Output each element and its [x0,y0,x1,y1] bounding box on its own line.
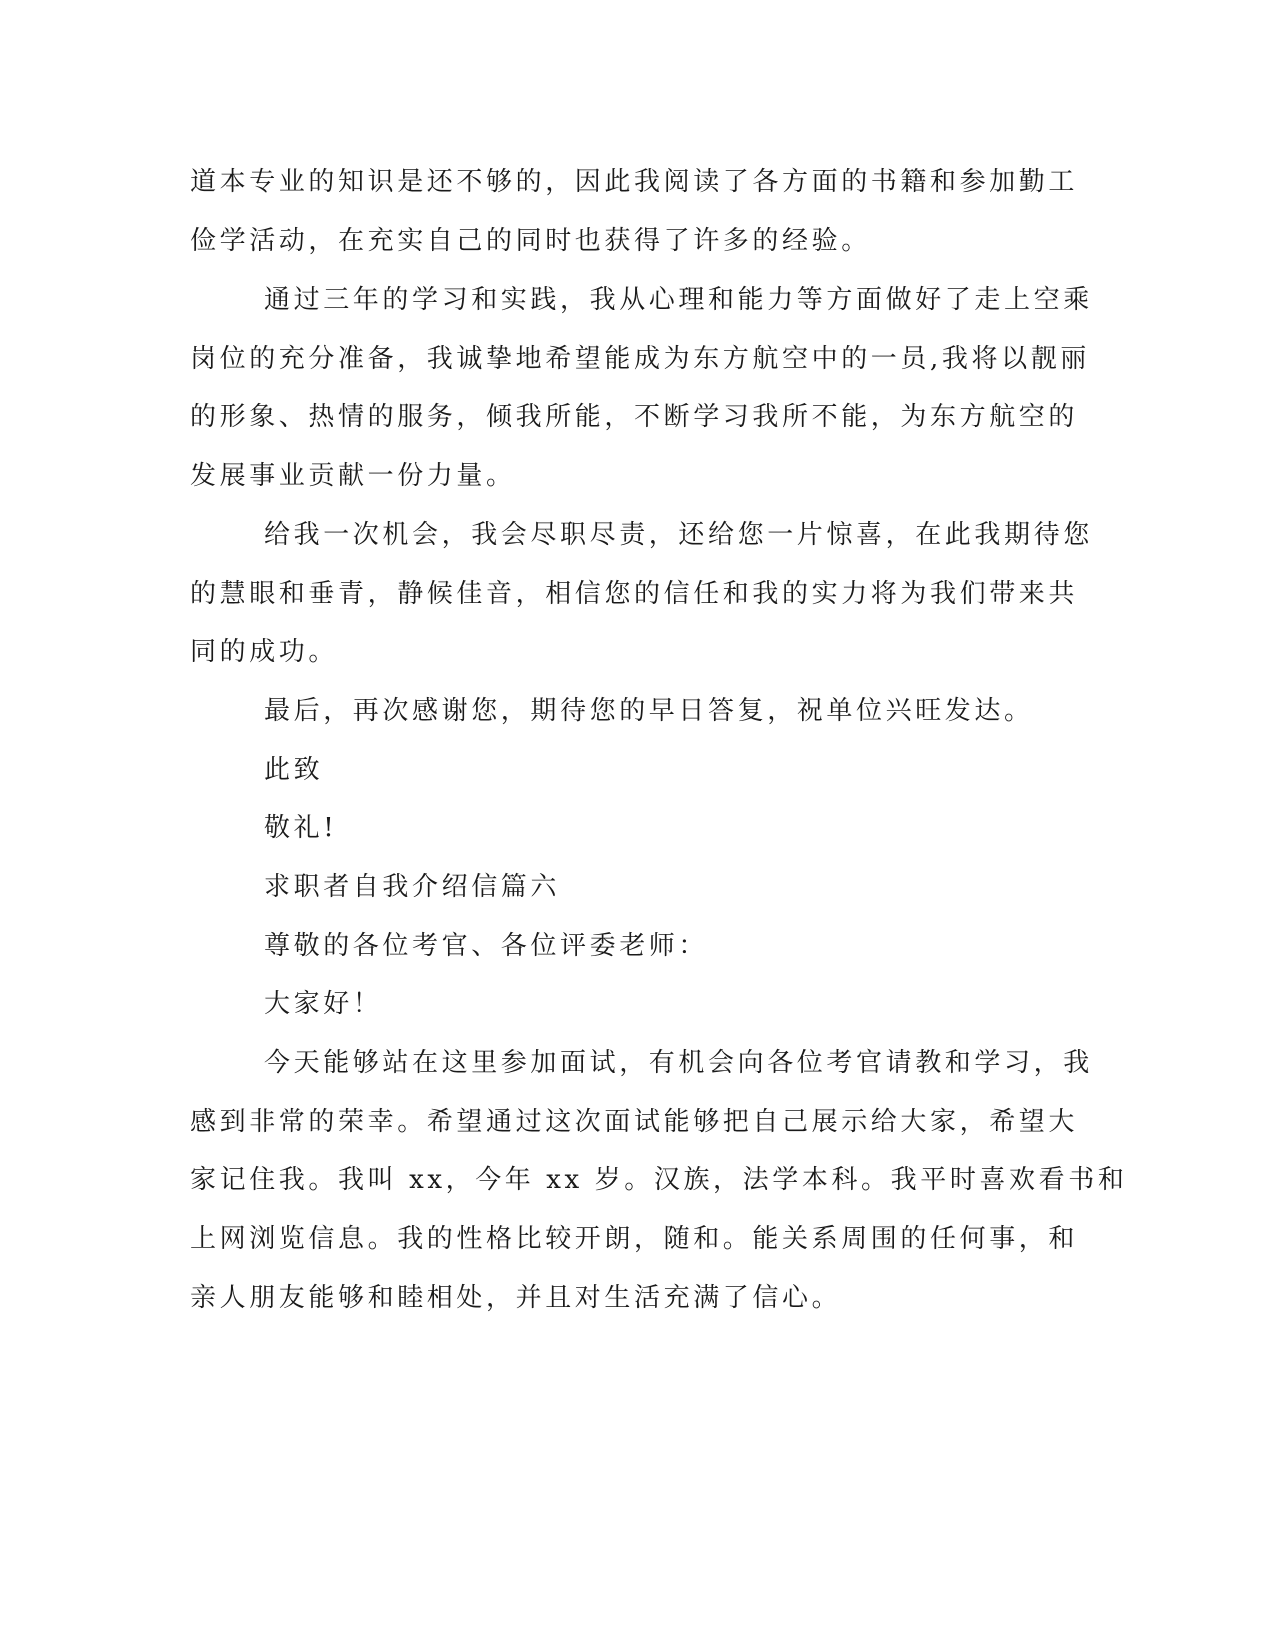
paragraph-line: 上网浏览信息。我的性格比较开朗，随和。能关系周围的任何事，和 [190,1224,1079,1254]
paragraph-line: 道本专业的知识是还不够的，因此我阅读了各方面的书籍和参加勤工 [190,167,1079,197]
paragraph-line: 通过三年的学习和实践，我从心理和能力等方面做好了走上空乘 [264,285,1093,315]
greeting-line: 大家好！ [264,989,383,1019]
paragraph-line: 的形象、热情的服务，倾我所能，不断学习我所不能，为东方航空的 [190,402,1079,432]
greeting-line: 尊敬的各位考官、各位评委老师： [264,931,709,961]
paragraph-line: 的慧眼和垂青，静候佳音，相信您的信任和我的实力将为我们带来共 [190,579,1079,609]
closing-line: 最后，再次感谢您，期待您的早日答复，祝单位兴旺发达。 [264,696,1034,726]
paragraph-line: 俭学活动，在充实自己的同时也获得了许多的经验。 [190,226,871,256]
paragraph-line: 今天能够站在这里参加面试，有机会向各位考官请教和学习，我 [264,1048,1093,1078]
paragraph-line: 同的成功。 [190,637,339,667]
section-title: 求职者自我介绍信篇六 [264,872,561,902]
paragraph-line: 岗位的充分准备，我诚挚地希望能成为东方航空中的一员,我将以靓丽 [190,344,1090,374]
paragraph-line: 感到非常的荣幸。希望通过这次面试能够把自己展示给大家，希望大 [190,1107,1079,1137]
salutation-line: 此致 [264,755,324,785]
paragraph-line: 给我一次机会，我会尽职尽责，还给您一片惊喜，在此我期待您 [264,520,1093,550]
salutation-line: 敬礼! [264,813,338,843]
paragraph-line: 亲人朋友能够和睦相处，并且对生活充满了信心。 [190,1283,842,1313]
paragraph-line: 发展事业贡献一份力量。 [190,461,516,491]
paragraph-line: 家记住我。我叫 xx，今年 xx 岁。汉族，法学本科。我平时喜欢看书和 [190,1165,1128,1195]
